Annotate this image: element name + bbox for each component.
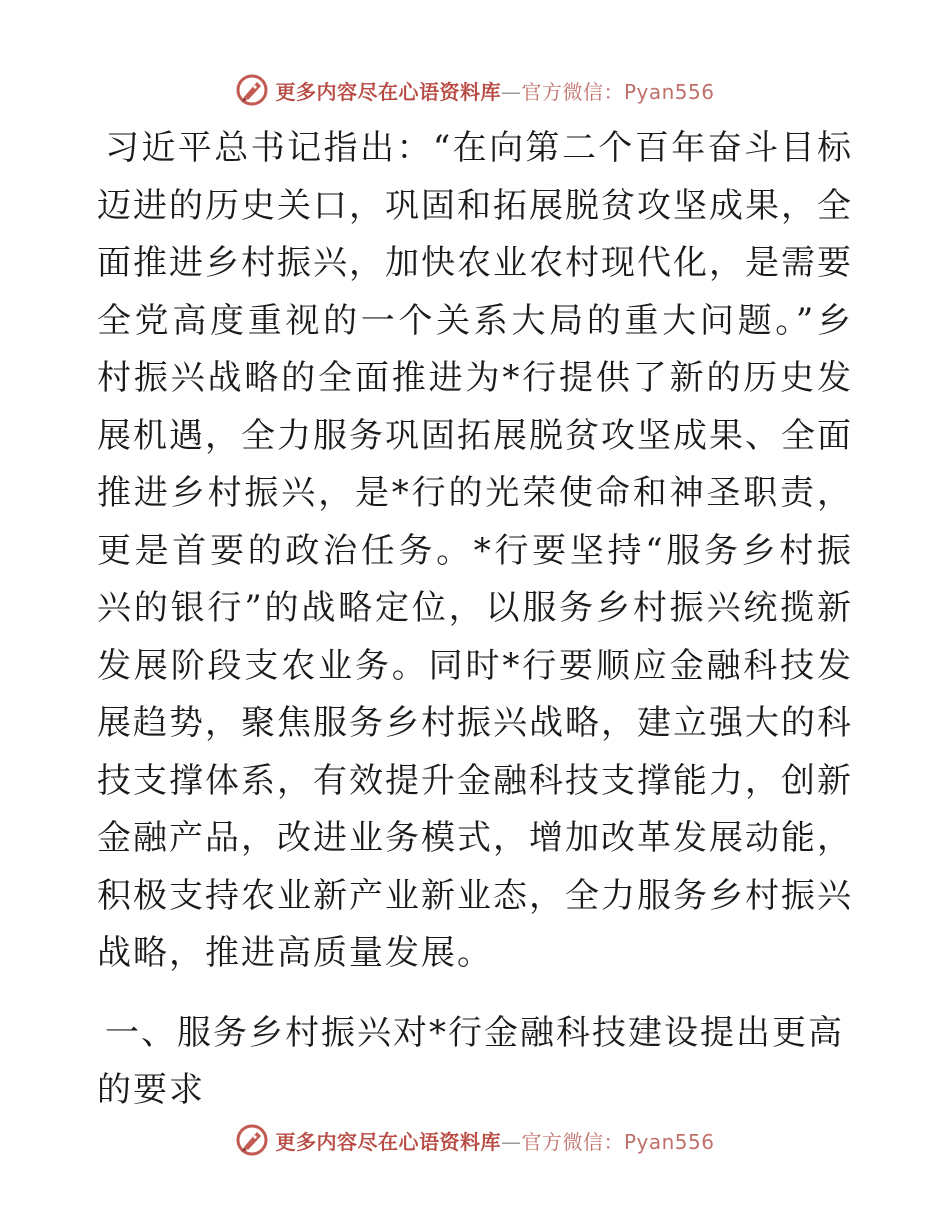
document-body (97, 120, 853, 1120)
header-watermark (0, 70, 950, 110)
watermark-separator: — (500, 1129, 522, 1154)
watermark-contact: 官方微信：Pyan556 (521, 79, 715, 104)
watermark-contact: 官方微信：Pyan556 (521, 1129, 715, 1154)
pen-nib-logo-icon (235, 73, 269, 107)
section-heading: 一、服务乡村振兴对*行金融科技建设提出更高的要求 (97, 1012, 844, 1110)
watermark-separator: — (500, 79, 522, 104)
watermark-text (275, 76, 714, 105)
pen-nib-logo-icon (235, 1123, 269, 1157)
watermark-text (275, 1126, 714, 1155)
watermark-brand: 更多内容尽在心语资料库 (275, 1129, 501, 1154)
footer-watermark (0, 1120, 950, 1160)
watermark-brand: 更多内容尽在心语资料库 (275, 79, 501, 104)
body-paragraph: 习近平总书记指出：“在向第二个百年奋斗目标迈进的历史关口，巩固和拓展脱贫攻坚成果，全面推进乡村振兴，加快农业农村现代化，是需要全党高度重视的一个关系大局的重大问题。”乡村振兴战略的全面推进为*行提供了新的历史发展机遇，全力服务巩固拓展脱贫攻坚成果、全面推进乡村振兴，是*行的光荣使命和神圣职责，更是首要的政治任务。*行要坚持“服务乡村振兴的银行”的战略定位，以服务乡村振兴统揽新发展阶段支农业务。同时*行要顺应金融科技发展趋势，聚焦服务乡村振兴战略，建立强大的科技支撑体系，有效提升金融科技支撑能力，创新金融产品，改进业务模式，增加改革发展动能，积极支持农业新产业新业态，全力服务乡村振兴战略，推进高质量发展。 (97, 128, 853, 973)
